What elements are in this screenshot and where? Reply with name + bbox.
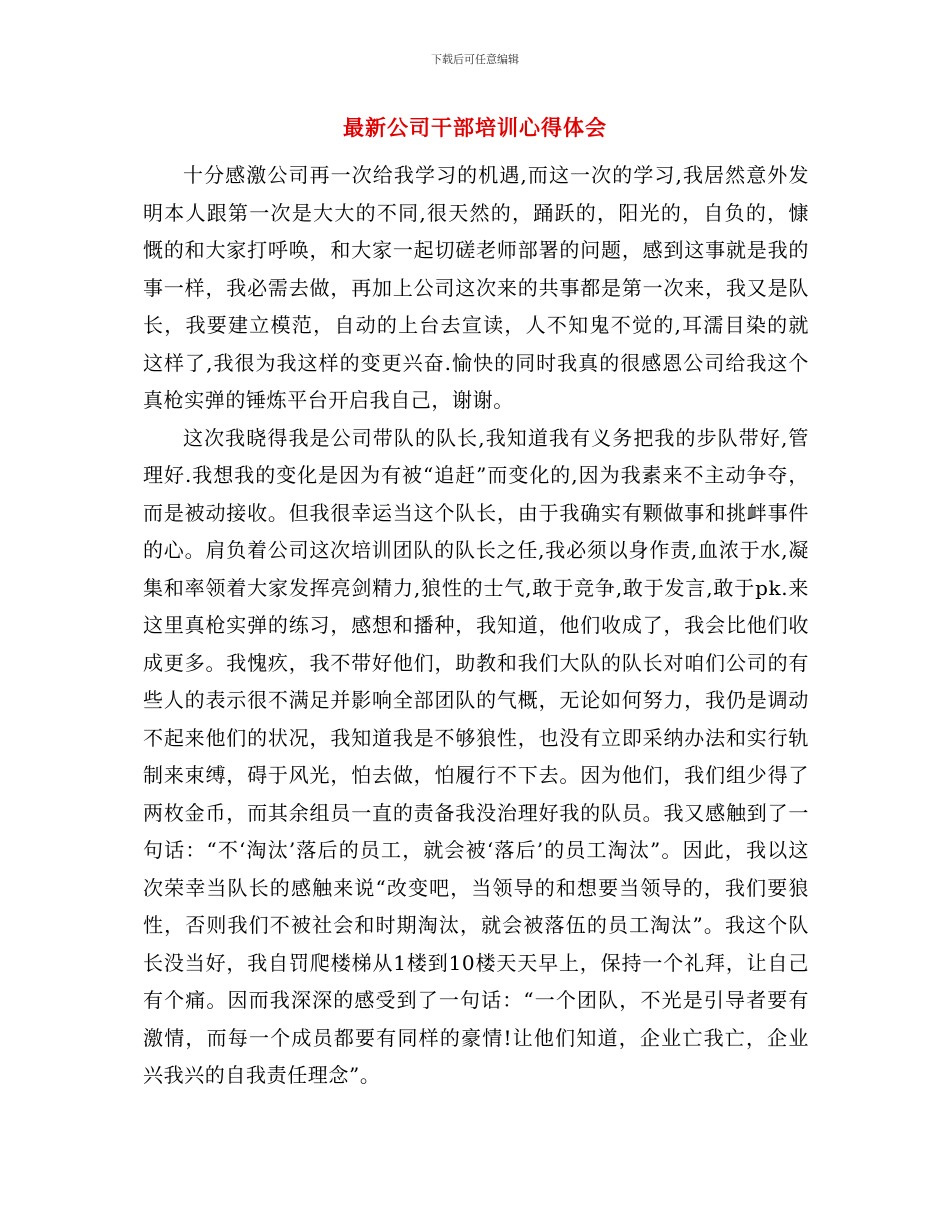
document-body <box>143 157 809 1095</box>
header-note: 下载后可任意编辑 <box>431 53 519 66</box>
paragraph: 十分感激公司再一次给我学习的机遇,而这一次的学习,我居然意外发明本人跟第一次是大大的不同,很天然的，踊跃的，阳光的，自负的，慷慨的和大家打呼唤，和大家一起切磋老师部署的问题，感到这事就是我的事一样，我必需去做，再加上公司这次来的共事都是第一次来，我又是队长，我要建立模范，自动的上台去宣读，人不知鬼不觉的,耳濡目染的就这样了,我很为我这样的变更兴奋.愉快的同时我真的很感恩公司给我这个真枪实弹的锤炼平台开启我自己，谢谢。 <box>143 163 809 412</box>
paragraph: 这次我晓得我是公司带队的队长,我知道我有义务把我的步队带好,管理好.我想我的变化是因为有被“追赶”而变化的,因为我素来不主动争夺，而是被动接收。但我很幸运当这个队长，由于我确实有颗做事和挑衅事件的心。肩负着公司这次培训团队的队长之任,我必须以身作责,血浓于水,凝集和率领着大家发挥亮剑精力,狼性的士气,敢于竞争,敢于发言,敢于pk.来这里真枪实弹的练习，感想和播种，我知道，他们收成了，我会比他们收成更多。我愧疚，我不带好他们，助教和我们大队的队长对咱们公司的有些人的表示很不满足并影响全部团队的气概，无论如何努力，我仍是调动不起来他们的状况，我知道我是不够狼性，也没有立即采纳办法和实行轨制来束缚，碍于风光，怕去做，怕履行不下去。因为他们，我们组少得了两枚金币，而其余组员一直的责备我没治理好我的队员。我又感触到了一句话：“不‘淘汰’落后的员工，就会被‘落后’的员工淘汰”。因此，我以这次荣幸当队长的感触来说“改变吧，当领导的和想要当领导的，我们要狼性，否则我们不被社会和时期淘汰，就会被落伍的员工淘汰”。我这个队长没当好，我自罚爬楼梯从1楼到10楼天天早上，保持一个礼拜，让自己有个痛。因而我深深的感受到了一句话：“一个团队，不光是引导者要有激情，而每一个成员都要有同样的豪情!让他们知道，企业亡我亡，企业兴我兴的自我责任理念”。 <box>143 425 809 1087</box>
document-title: 最新公司干部培训心得体会 <box>343 115 607 140</box>
